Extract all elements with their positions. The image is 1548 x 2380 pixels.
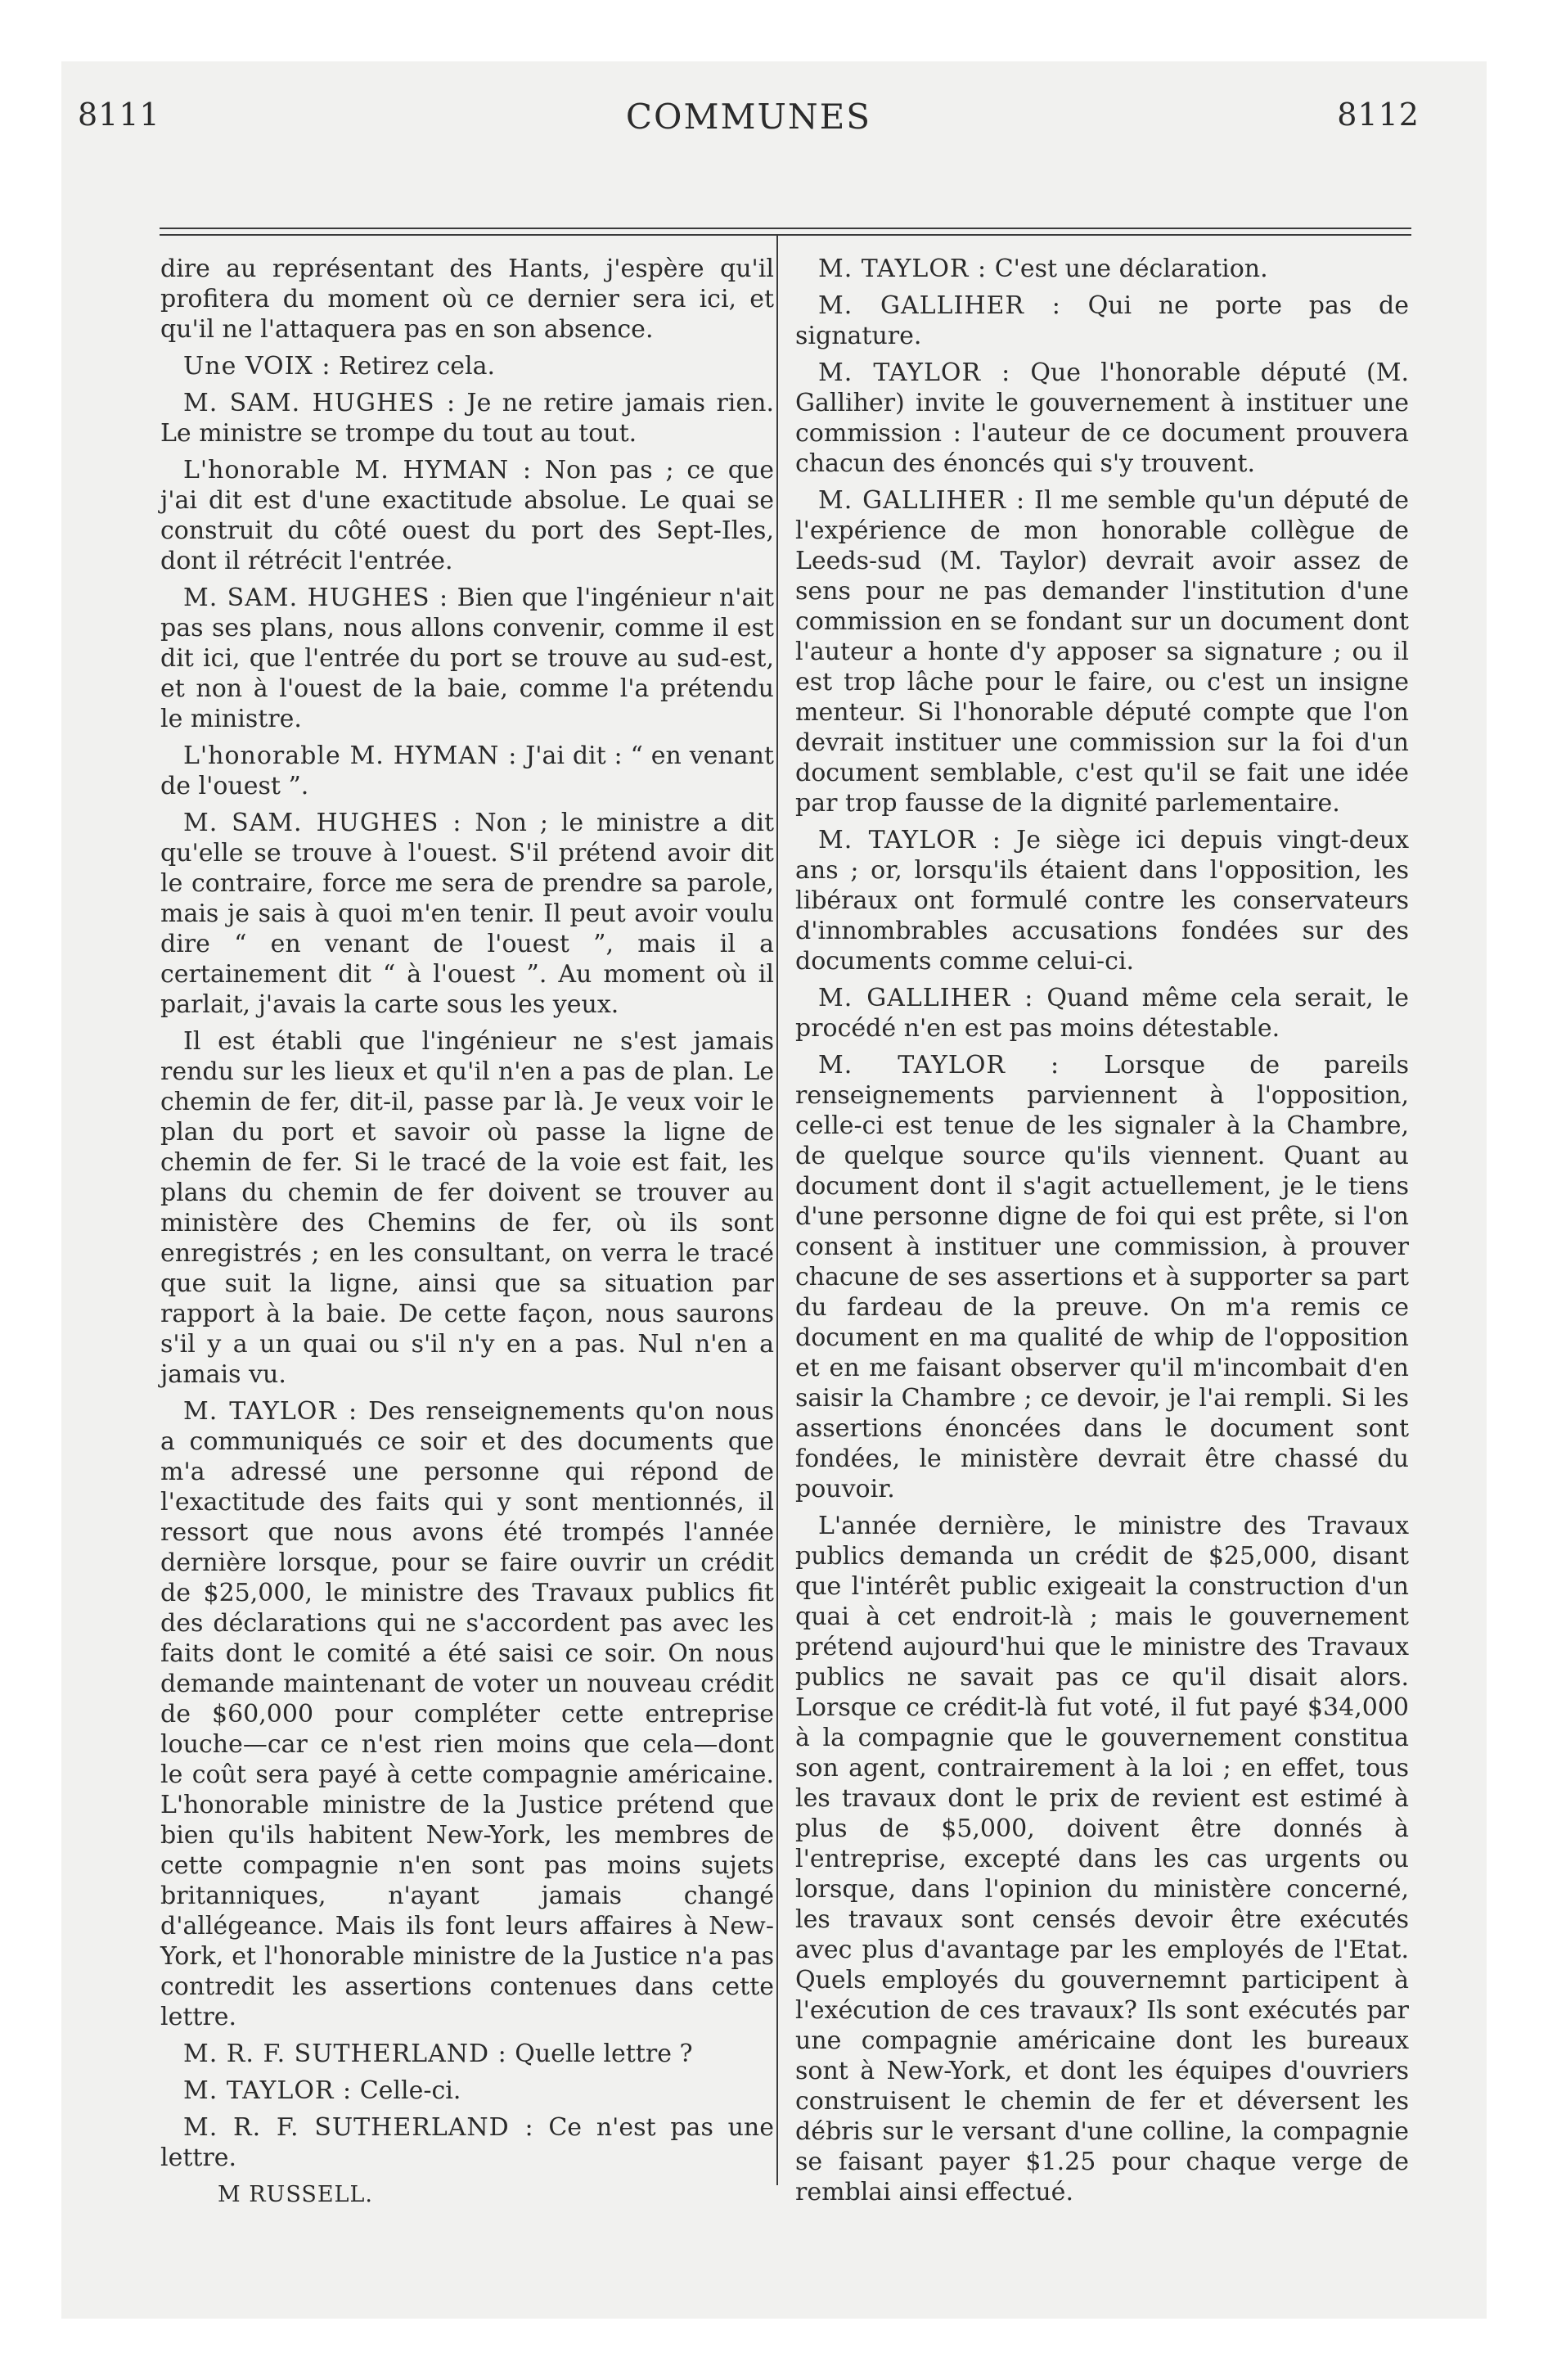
speech-text: L'année dernière, le ministre des Travaux publics demanda un crédit de $25,000, disant que l'intérêt public exigeait la construction d'un quai à cet endroit-là ; mais le gouvernement prétend aujourd'hui que le ministre des Travaux publics ne savait pas ce qu'il disait alors. Lorsque ce crédit-là fut voté, il fut payé $34,000 à la compagnie que le gouvernement constitua son agent, contrairement à la loi ; en effet, tous les travaux dont le prix de revient est estimé à plus de $5,000, doivent être donnés à l'entreprise, excepté dans les cas urgents ou lorsque, dans l'opinion du ministère concerné, les travaux sont censés devoir être exécutés avec plus d'avantage par les employés de l'Etat. Quels employés du gouvernemnt participent à l'exécution de ces travaux? Ils sont exécutés par une compagnie américaine dont les bureaux sont à New-York, et dont les équipes d'ouvriers construisent le chemin de fer et déversent les débris sur le versant d'une colline, la compagnie se faisant payer $1.25 pour chaque verge de remblai ainsi effectué. (795, 1512, 1409, 2206)
speaker-name: L'honorable M. HYMAN : (183, 456, 533, 485)
speaker-name: M. GALLIHER : (818, 486, 1026, 515)
signature: M RUSSELL. (218, 2182, 373, 2207)
page-title: COMMUNES (625, 97, 872, 137)
paragraph (795, 1050, 1409, 1504)
column-divider (776, 236, 778, 2185)
right-column (795, 254, 1409, 2214)
paragraph (160, 254, 774, 345)
paragraph (795, 254, 1409, 284)
paragraph (160, 2076, 774, 2106)
paragraph (160, 583, 774, 734)
paragraph (160, 2039, 774, 2069)
paragraph (795, 358, 1409, 479)
paragraph (160, 2112, 774, 2173)
speech-text: Quelle lettre ? (506, 2040, 693, 2068)
speech-text: Qui ne porte pas de signature. (795, 291, 1409, 350)
speech-text: Des renseignements qu'on nous a communiqués ce soir et des documents que m'a adressé une personne qui répond de l'exactitude des faits qui y sont mentionnés, il ressort que nous avons été trompés l'année dernière lorsque, pour se faire ouvrir un crédit de $25,000, le ministre des Travaux publics fit des déclarations qui ne s'accordent pas avec les faits dont le comité a été saisi ce soir. On nous demande maintenant de voter un nouveau crédit de $60,000 pour compléter cette entreprise louche—car ce n'est rien moins que cela—dont le coût sera payé à cette compagnie américaine. L'honorable ministre de la Justice prétend que bien qu'ils habitent New-York, les membres de cette compagnie n'en sont pas moins sujets britanniques, n'ayant jamais changé d'allégeance. Mais ils font leurs affaires à New-York, et l'honorable ministre de la Justice n'a pas contredit les assertions contenues dans cette lettre. (160, 1397, 774, 2031)
speech-text: Que l'honorable député (M. Galliher) invite le gouvernement à instituer une commission : l'auteur de ce document prouvera chacun des énoncés qui s'y trouvent. (795, 358, 1409, 478)
speech-text: Lorsque de pareils renseignements parviennent à l'opposition, celle-ci est tenue de les signaler à la Chambre, de quelque source qu'ils viennent. Quant au document dont il s'agit actuellement, je le tiens d'une personne digne de foi qui est prête, si l'on consent à instituer une commission, à prouver chacune de ses assertions et à supporter sa part du fardeau de la preuve. On m'a remis ce document en ma qualité de whip de l'opposition et en me faisant observer qu'il m'incombait d'en saisir la Chambre ; ce devoir, je l'ai rempli. Si les assertions énoncées dans le document sont fondées, le ministère devrait être chassé du pouvoir. (795, 1051, 1409, 1503)
paragraph (160, 1026, 774, 1390)
paragraph (160, 1396, 774, 2032)
speech-text: Non ; le ministre a dit qu'elle se trouve à l'ouest. S'il prétend avoir dit le contraire, force me sera de prendre sa parole, mais je sais à quoi m'en tenir. Il peut avoir voulu dire “ en venant de l'ouest ”, mais il a certainement dit “ à l'ouest ”. Au moment où il parlait, j'avais la carte sous les yeux. (160, 809, 774, 1019)
speaker-name: M. TAYLOR : (818, 826, 1001, 854)
speech-text: Non pas ; ce que j'ai dit est d'une exactitude absolue. Le quai se construit du côté ouest du port des Sept-Iles, dont il rétrécit l'entrée. (160, 456, 774, 575)
header-rule-top (160, 228, 1411, 229)
paragraph (160, 351, 774, 381)
speech-text: Je siège ici depuis vingt-deux ans ; or, lorsqu'ils étaient dans l'opposition, les libéraux ont formulé contre les conservateurs d'innombrables accusations fondées sur des documents comme celui-ci. (795, 826, 1409, 976)
header-rule-bottom (160, 234, 1411, 236)
left-column (160, 254, 774, 2210)
paragraph (160, 455, 774, 576)
speaker-name: M. TAYLOR : (183, 2076, 353, 2105)
speech-text: Il est établi que l'ingénieur ne s'est jamais rendu sur les lieux et qu'il n'en a pas de plan. Le chemin de fer, dit-il, passe par là. Je veux voir le plan du port et savoir où passe la ligne de chemin de fer. Si le tracé de la voie est fait, les plans du chemin de fer doivent se trouver au ministère des Chemins de fer, où ils sont enregistrés ; en les consultant, on verra le tracé que suit la ligne, ainsi que sa situation par rapport à la baie. De cette façon, nous saurons s'il y a un quai ou s'il n'y en a pas. Nul n'en a jamais vu. (160, 1027, 774, 1389)
paragraph (160, 388, 774, 449)
speaker-name: M. R. F. SUTHERLAND : (183, 2113, 534, 2142)
speaker-name: M. TAYLOR : (818, 358, 1011, 387)
speech-text: Je ne retire jamais rien. Le ministre se trompe du tout au tout. (160, 389, 774, 448)
speech-text: C'est une déclaration. (987, 255, 1268, 283)
speaker-name: M. R. F. SUTHERLAND : (183, 2040, 507, 2068)
speaker-name: M. TAYLOR : (818, 1051, 1060, 1080)
paragraph (160, 741, 774, 801)
speech-text: Retirez cela. (331, 352, 496, 381)
speech-text: dire au représentant des Hants, j'espère qu'il profitera du moment où ce dernier sera ici, et qu'il ne l'attaquera pas en son absence. (160, 255, 774, 344)
speaker-name: M. GALLIHER : (818, 291, 1061, 320)
paragraph (795, 983, 1409, 1044)
speech-text: Quand même cela serait, le procédé n'en est pas moins détestable. (795, 984, 1409, 1043)
speaker-name: M. GALLIHER : (818, 984, 1034, 1012)
page-header (78, 97, 1420, 146)
page-number-right: 8112 (1337, 97, 1420, 133)
speaker-name: M. SAM. HUGHES : (183, 584, 449, 612)
paragraph (795, 485, 1409, 818)
speaker-name: M. SAM. HUGHES : (183, 389, 457, 417)
paragraph (795, 291, 1409, 351)
speaker-name: Une VOIX : (183, 352, 331, 381)
speaker-name: L'honorable M. HYMAN : (183, 741, 518, 770)
speech-text: Celle-ci. (352, 2076, 461, 2105)
speech-text: Il me semble qu'un député de l'expérience de mon honorable collègue de Leeds-sud (M. Taylor) devrait avoir assez de sens pour ne pas demander l'institution d'une commission en se fondant sur un document dont l'auteur a honte d'y apposer sa signature ; ou il est trop lâche pour le faire, ou c'est un insigne menteur. Si l'honorable député compte que l'on devrait instituer une commission sur la foi d'un document semblable, c'est qu'il se fait une idée par trop fausse de la dignité parlementaire. (795, 486, 1409, 818)
speaker-name: M. TAYLOR : (818, 255, 988, 283)
page-number-left: 8111 (78, 97, 160, 133)
paragraph (795, 1511, 1409, 2207)
speech-text: Bien que l'ingénieur n'ait pas ses plans, nous allons convenir, comme il est dit ici, que l'entrée du port se trouve au sud-est, et non à l'ouest de la baie, comme l'a prétendu le ministre. (160, 584, 774, 733)
speech-text: J'ai dit : “ en venant de l'ouest ”. (160, 741, 774, 800)
speaker-name: M. SAM. HUGHES : (183, 809, 462, 837)
speaker-name: M. TAYLOR : (183, 1397, 358, 1426)
paragraph (160, 808, 774, 1020)
speech-text: Ce n'est pas une lettre. (160, 2113, 774, 2172)
paragraph (795, 825, 1409, 976)
